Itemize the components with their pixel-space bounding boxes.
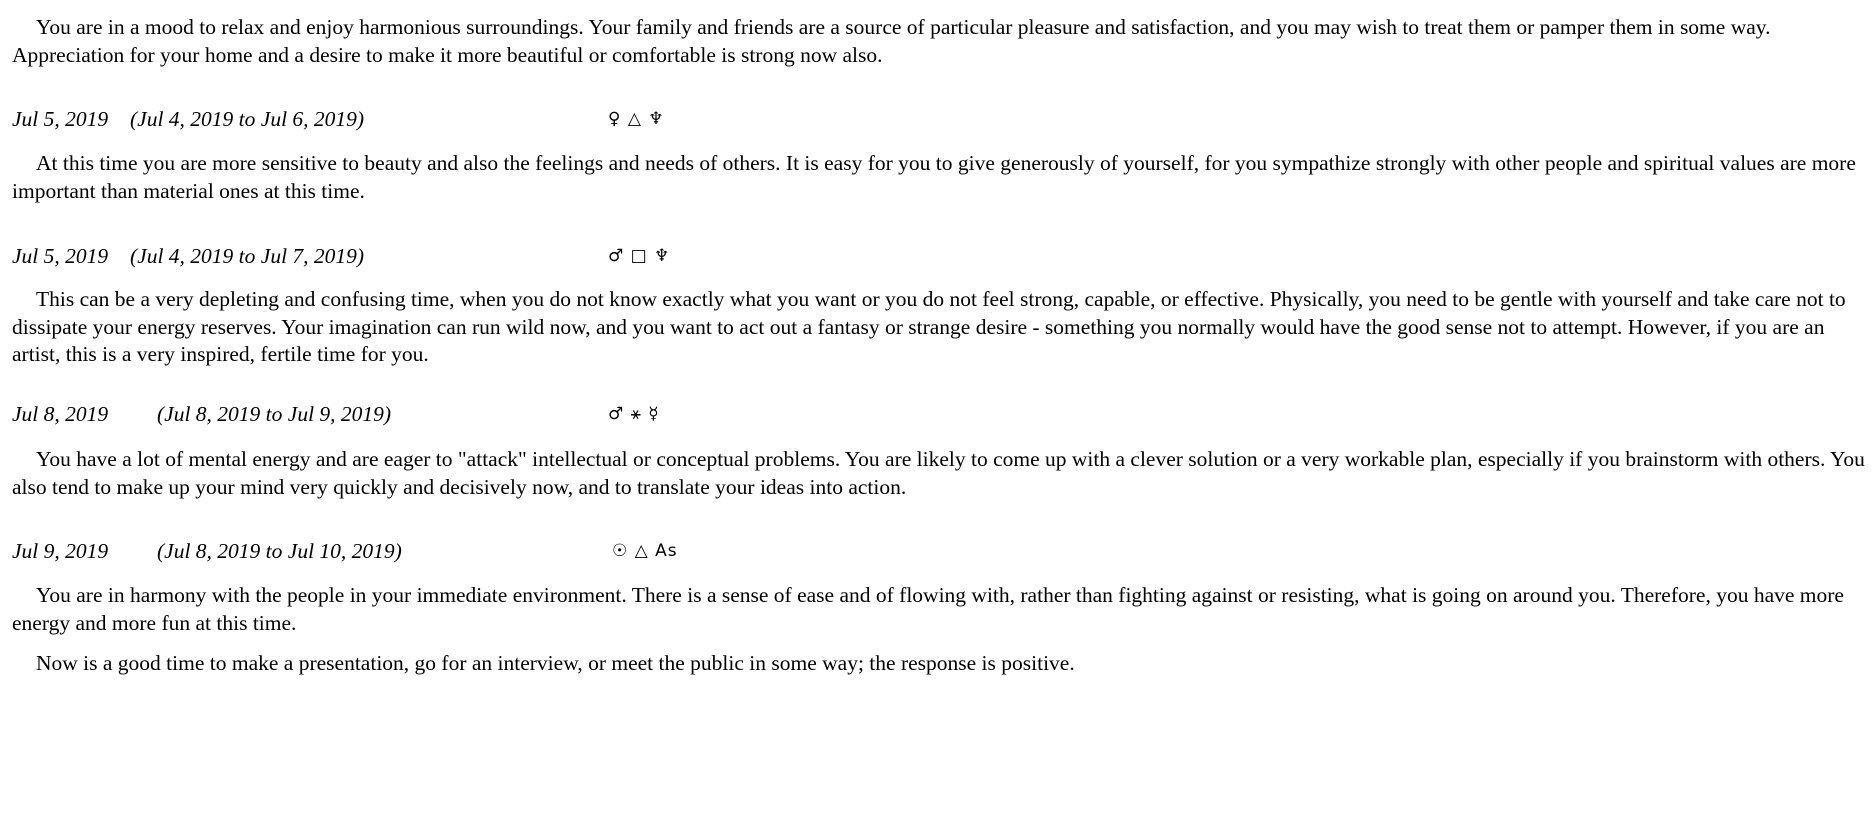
neptune-icon: ♆: [654, 246, 671, 266]
entry-date: Jul 8, 2019: [12, 402, 109, 426]
mars-icon: ♂: [608, 404, 625, 424]
aspect-symbols: [608, 400, 660, 428]
entry-text-continued: Now is a good time to make a presentation, go for an interview, or meet the public in some way; the response is positive.: [36, 651, 1075, 675]
entry-date: Jul 9, 2019: [12, 539, 109, 563]
entry-date-range: (Jul 4, 2019 to Jul 6, 2019): [130, 107, 365, 131]
aspect-symbols: [608, 105, 665, 133]
entry-date: Jul 5, 2019: [12, 107, 109, 131]
entry-text: At this time you are more sensitive to beauty and also the feelings and needs of others. It is easy for you to give generously of yourself, for you sympathize strongly with other people and spiritual values are more important than material ones at this time.: [12, 151, 1856, 203]
square-icon: □: [630, 246, 648, 266]
mars-icon: ♂: [608, 246, 625, 266]
entry-date-range: (Jul 8, 2019 to Jul 9, 2019): [157, 402, 392, 426]
mercury-icon: ☿: [648, 404, 660, 424]
venus-icon: ♀: [608, 109, 622, 129]
entry-header: [12, 105, 912, 133]
neptune-icon: ♆: [648, 109, 665, 129]
aspect-symbols: [608, 242, 670, 270]
sextile-icon: ⚹: [630, 404, 642, 424]
trine-icon: △: [627, 109, 642, 129]
ascendant-icon: As: [655, 541, 678, 561]
aspect-symbols: [612, 537, 678, 565]
trine-icon: △: [634, 541, 649, 561]
entry-date: Jul 5, 2019: [12, 244, 109, 268]
entry-date-range: (Jul 8, 2019 to Jul 10, 2019): [157, 539, 402, 563]
entry-header: [12, 400, 912, 428]
intro-paragraph: You are in a mood to relax and enjoy harmonious surroundings. Your family and friends are a source of particular pleasure and satisfaction, and you may wish to treat them or pamper them in some way. Appreciation for your home and a desire to make it more beautiful or comfortable is strong now also.: [12, 15, 1771, 67]
entry-date-range: (Jul 4, 2019 to Jul 7, 2019): [130, 244, 365, 268]
entry-text: This can be a very depleting and confusing time, when you do not know exactly what you want or you do not feel strong, capable, or effective. Physically, you need to be gentle with yourself and take care not to dissipate your energy reserves. Your imagination can run wild now, and you want to act out a fantasy or strange desire - something you normally would have the good sense not to attempt. However, if you are an artist, this is a very inspired, fertile time for you.: [12, 287, 1846, 366]
entry-text: You are in harmony with the people in your immediate environment. There is a sense of ease and of flowing with, rather than fighting against or resisting, what is going on around you. Therefore, you have more energy and more fun at this time.: [12, 583, 1844, 635]
entry-text: You have a lot of mental energy and are eager to "attack" intellectual or conceptual problems. You are likely to come up with a clever solution or a very workable plan, especially if you brainstorm with others. You also tend to make up your mind very quickly and decisively now, and to translate your ideas into action.: [12, 447, 1865, 499]
entry-header: [12, 537, 912, 565]
sun-icon: ☉: [612, 541, 629, 561]
entry-header: [12, 242, 912, 270]
